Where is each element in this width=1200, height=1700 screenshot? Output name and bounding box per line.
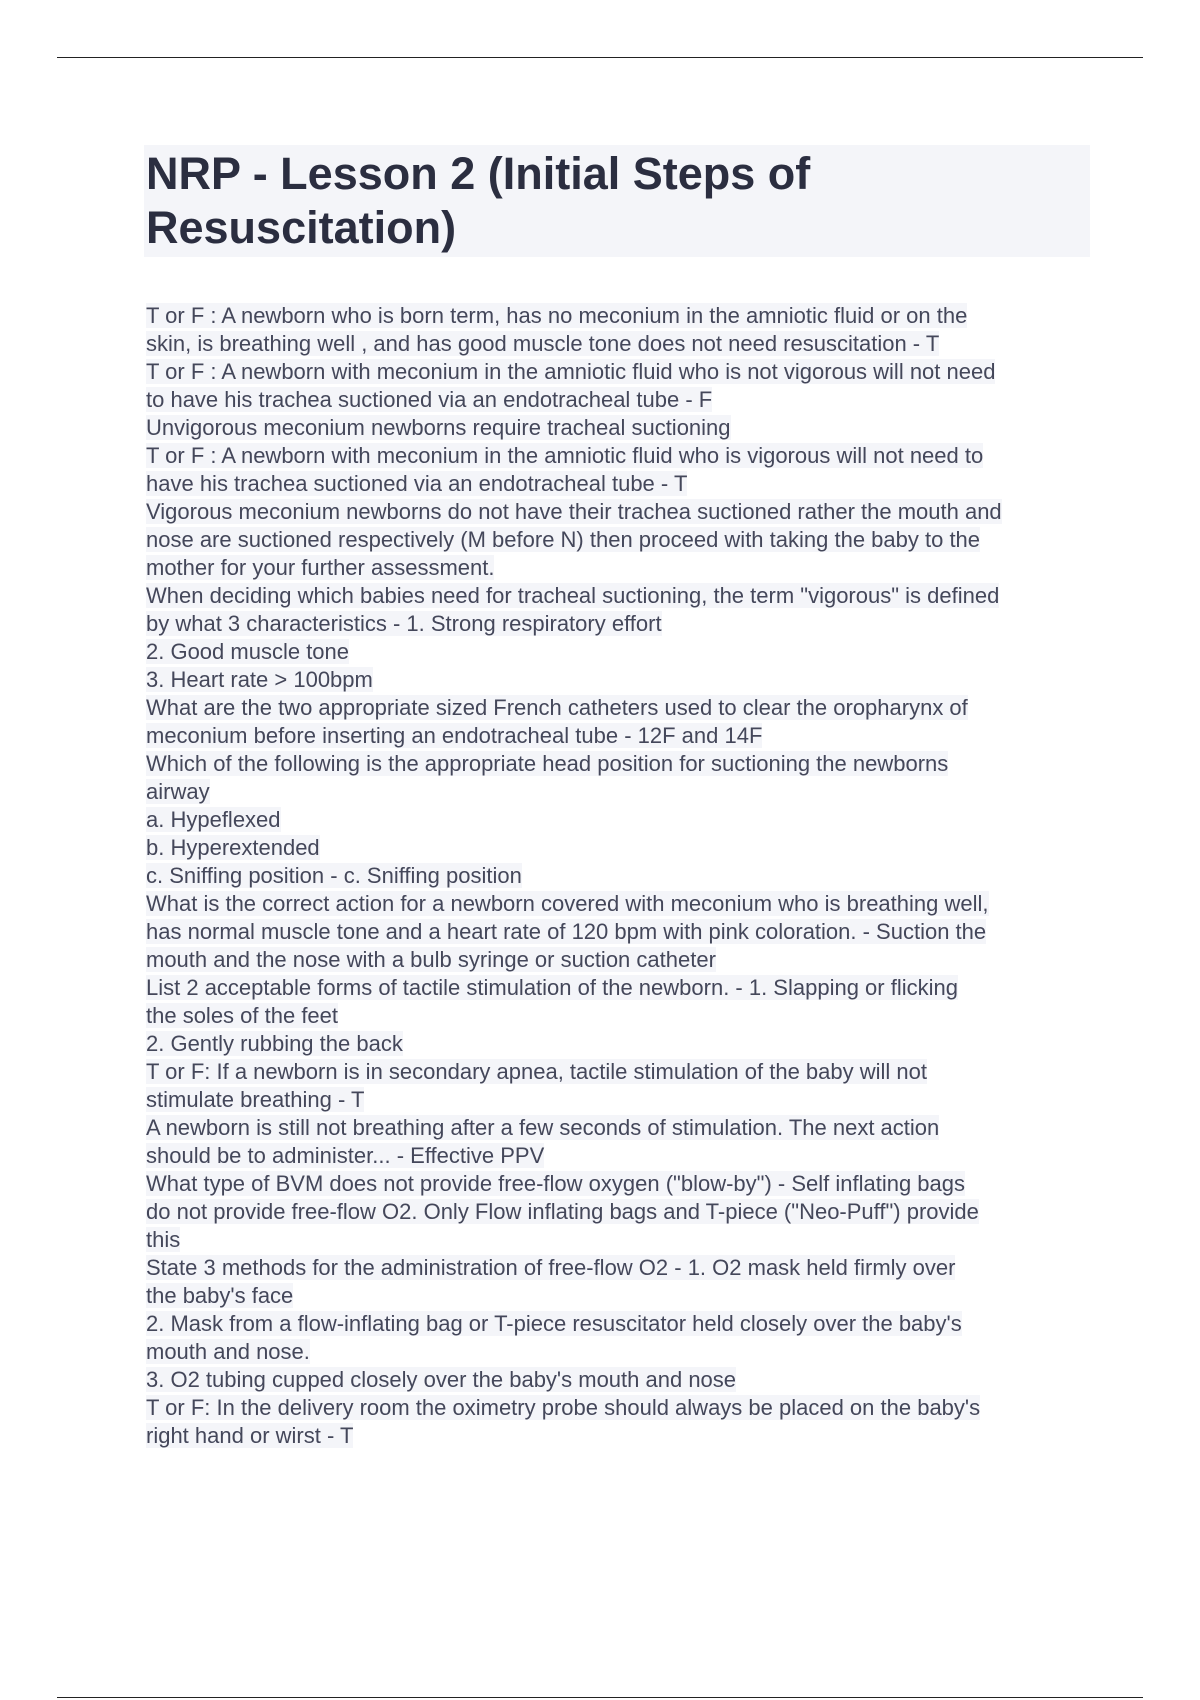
text-line-content: mouth and the nose with a bulb syringe or suction catheter [146, 947, 716, 972]
text-line [146, 1310, 1096, 1338]
text-line [146, 582, 1096, 610]
text-line [146, 498, 1096, 526]
text-line-content: to have his trachea suctioned via an endotracheal tube - F [146, 387, 713, 412]
text-line [146, 946, 1096, 974]
text-line-content: by what 3 characteristics - 1. Strong respiratory effort [146, 611, 662, 636]
text-line-content: b. Hyperextended [146, 835, 320, 860]
text-line [146, 890, 1096, 918]
text-line-content: What is the correct action for a newborn covered with meconium who is breathing well, [146, 891, 989, 916]
text-line [146, 722, 1096, 750]
text-line-content: 2. Gently rubbing the back [146, 1031, 403, 1056]
text-line [146, 974, 1096, 1002]
bottom-rule [57, 1697, 1143, 1698]
text-line-content: 2. Mask from a flow-inflating bag or T-piece resuscitator held closely over the baby's [146, 1311, 962, 1336]
text-line [146, 1366, 1096, 1394]
title-line-1: NRP - Lesson 2 (Initial Steps of [146, 148, 811, 199]
text-line-content: T or F: In the delivery room the oximetry probe should always be placed on the baby's [146, 1395, 981, 1420]
text-line-content: 2. Good muscle tone [146, 639, 350, 664]
text-line [146, 862, 1096, 890]
text-line [146, 1282, 1096, 1310]
text-line [146, 1170, 1096, 1198]
flashcard-content [146, 302, 1096, 1450]
text-line [146, 1114, 1096, 1142]
text-line [146, 358, 1096, 386]
text-line-content: mouth and nose. [146, 1339, 310, 1364]
text-line [146, 610, 1096, 638]
text-line [146, 470, 1096, 498]
text-line-content: should be to administer... - Effective PPV [146, 1143, 545, 1168]
text-line-content: do not provide free-flow O2. Only Flow inflating bags and T-piece ("Neo-Puff") provide [146, 1199, 979, 1224]
text-line-content: List 2 acceptable forms of tactile stimulation of the newborn. - 1. Slapping or flicking [146, 975, 958, 1000]
text-line [146, 554, 1096, 582]
text-line-content: this [146, 1227, 181, 1252]
text-line-content: Vigorous meconium newborns do not have their trachea suctioned rather the mouth and [146, 499, 1002, 524]
text-line-content: Which of the following is the appropriate head position for suctioning the newborns [146, 751, 949, 776]
text-line [146, 694, 1096, 722]
text-line [146, 414, 1096, 442]
text-line-content: the soles of the feet [146, 1003, 339, 1028]
text-line-content: right hand or wirst - T [146, 1423, 354, 1448]
text-line-content: What are the two appropriate sized French catheters used to clear the oropharynx of [146, 695, 968, 720]
text-line-content: T or F : A newborn with meconium in the amniotic fluid who is not vigorous will not need [146, 359, 996, 384]
text-line [146, 330, 1096, 358]
text-line-content: T or F : A newborn who is born term, has no meconium in the amniotic fluid or on the [146, 303, 968, 328]
text-line [146, 1422, 1096, 1450]
text-line [146, 1058, 1096, 1086]
text-line-content: What type of BVM does not provide free-flow oxygen ("blow-by") - Self inflating bags [146, 1171, 966, 1196]
text-line [146, 1142, 1096, 1170]
text-line [146, 302, 1096, 330]
text-line [146, 750, 1096, 778]
text-line [146, 778, 1096, 806]
text-line-content: 3. Heart rate > 100bpm [146, 667, 373, 692]
text-line [146, 1226, 1096, 1254]
text-line [146, 1394, 1096, 1422]
text-line [146, 1338, 1096, 1366]
text-line [146, 442, 1096, 470]
text-line [146, 1254, 1096, 1282]
text-line-content: has normal muscle tone and a heart rate of 120 bpm with pink coloration. - Suction the [146, 919, 987, 944]
text-line [146, 918, 1096, 946]
text-line-content: airway [146, 779, 210, 804]
text-line-content: nose are suctioned respectively (M before N) then proceed with taking the baby to the [146, 527, 981, 552]
text-line [146, 1002, 1096, 1030]
text-line-content: A newborn is still not breathing after a few seconds of stimulation. The next action [146, 1115, 940, 1140]
text-line-content: have his trachea suctioned via an endotracheal tube - T [146, 471, 688, 496]
page-title [146, 145, 1090, 255]
top-rule [57, 57, 1143, 58]
text-line-content: Unvigorous meconium newborns require tracheal suctioning [146, 415, 731, 440]
text-line-content: meconium before inserting an endotracheal tube - 12F and 14F [146, 723, 763, 748]
text-line [146, 666, 1096, 694]
text-line-content: stimulate breathing - T [146, 1087, 365, 1112]
text-line-content: State 3 methods for the administration of free-flow O2 - 1. O2 mask held firmly over [146, 1255, 956, 1280]
text-line [146, 526, 1096, 554]
text-line-content: When deciding which babies need for tracheal suctioning, the term "vigorous" is defined [146, 583, 1000, 608]
text-line [146, 1198, 1096, 1226]
text-line-content: c. Sniffing position - c. Sniffing position [146, 863, 522, 888]
title-block [144, 145, 1090, 257]
text-line [146, 386, 1096, 414]
text-line [146, 1030, 1096, 1058]
text-line-content: T or F: If a newborn is in secondary apnea, tactile stimulation of the baby will not [146, 1059, 927, 1084]
text-line [146, 834, 1096, 862]
text-line-content: mother for your further assessment. [146, 555, 495, 580]
text-line-content: T or F : A newborn with meconium in the amniotic fluid who is vigorous will not need to [146, 443, 984, 468]
text-line-content: the baby's face [146, 1283, 294, 1308]
text-line [146, 806, 1096, 834]
title-line-2: Resuscitation) [146, 202, 457, 253]
text-line [146, 638, 1096, 666]
text-line-content: skin, is breathing well , and has good muscle tone does not need resuscitation - T [146, 331, 940, 356]
text-line-content: a. Hypeflexed [146, 807, 281, 832]
text-line [146, 1086, 1096, 1114]
text-line-content: 3. O2 tubing cupped closely over the baby's mouth and nose [146, 1367, 737, 1392]
